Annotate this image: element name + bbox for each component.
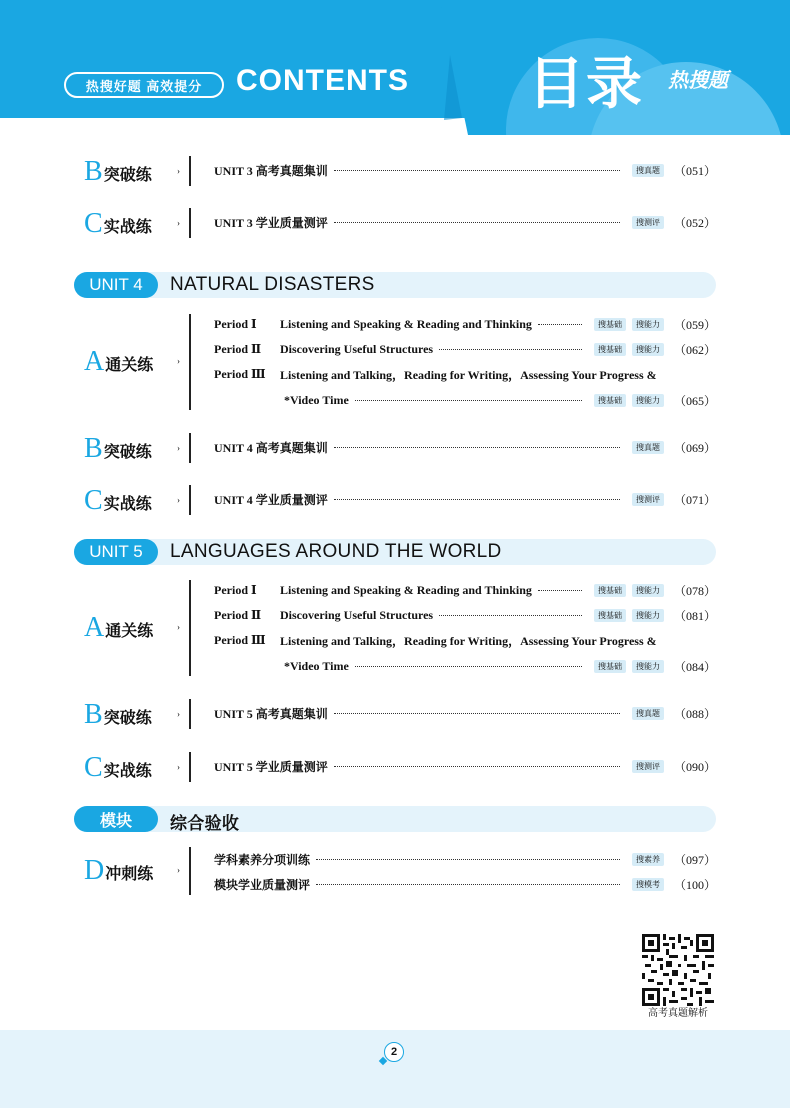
- leader-dots: [334, 447, 620, 448]
- period-label: Period Ⅱ: [214, 607, 262, 622]
- page-ref: （100）: [673, 877, 716, 892]
- toc-line[interactable]: [214, 851, 716, 867]
- unit4-practice-entry: [84, 485, 716, 515]
- search-tag: 搜基础: [594, 609, 626, 622]
- toc-line[interactable]: [214, 366, 716, 382]
- toc-title: *Video Time: [284, 392, 349, 407]
- toc-title: UNIT 4 高考真题集训: [214, 440, 328, 455]
- page-number: 2: [384, 1042, 404, 1062]
- unit5-practice-entry: [84, 752, 716, 782]
- category-label: [84, 433, 152, 465]
- toc-title: 学科素养分项训练: [214, 852, 311, 867]
- category-label: [84, 699, 152, 731]
- toc-title: UNIT 3 学业质量测评: [214, 215, 328, 230]
- category-letter: C: [84, 752, 103, 783]
- toc-title: Listening and Talking，Reading for Writing，Assessing Your Progress &: [280, 633, 657, 648]
- toc-title: UNIT 4 学业质量测评: [214, 492, 328, 507]
- leader-dots: [538, 590, 582, 591]
- unit-title: NATURAL DISASTERS: [170, 274, 375, 295]
- toc-title: Discovering Useful Structures: [280, 341, 434, 356]
- search-tag: 搜测评: [632, 216, 664, 229]
- search-tag: 搜基础: [594, 318, 626, 331]
- toc-title: Discovering Useful Structures: [280, 607, 434, 622]
- toc-title: Listening and Talking，Reading for Writing，Assessing Your Progress &: [280, 367, 657, 382]
- chevron-right-icon: ›: [177, 356, 180, 366]
- category-name: 突破练: [103, 165, 152, 184]
- period-label: Period Ⅰ: [214, 316, 257, 331]
- slogan-badge: 热搜好题 高效提分: [64, 72, 224, 98]
- category-letter: C: [84, 208, 103, 239]
- category-name: 通关练: [105, 621, 154, 640]
- category-name: 实战练: [103, 494, 152, 513]
- category-letter: A: [84, 612, 105, 643]
- search-tag: 搜真题: [632, 707, 664, 720]
- search-tag: 搜测评: [632, 493, 664, 506]
- chevron-right-icon: ›: [177, 865, 180, 875]
- category-label: [84, 612, 153, 644]
- chevron-right-icon: ›: [177, 709, 180, 719]
- unit4-banner: [74, 272, 716, 298]
- chevron-right-icon: ›: [177, 622, 180, 632]
- divider: [189, 752, 191, 782]
- unit3-breakthrough-entry: [84, 156, 716, 186]
- divider: [189, 847, 191, 895]
- page-ref: （071）: [673, 492, 716, 507]
- divider: [189, 208, 191, 238]
- search-tag: 搜能力: [632, 609, 664, 622]
- page-header: [0, 0, 790, 135]
- unit-title: LANGUAGES AROUND THE WORLD: [170, 541, 502, 562]
- page-ref: （062）: [673, 342, 716, 357]
- search-tag: 搜基础: [594, 584, 626, 597]
- toc-line[interactable]: [214, 705, 716, 721]
- search-tag: 搜基础: [594, 343, 626, 356]
- period-label: Period Ⅱ: [214, 341, 262, 356]
- page-ref: （081）: [673, 608, 716, 623]
- unit4-pass-entry: [84, 314, 716, 410]
- page-ref: （059）: [673, 317, 716, 332]
- category-letter: B: [84, 433, 103, 464]
- category-name: 实战练: [103, 761, 152, 780]
- page-title: 目录: [528, 52, 644, 117]
- toc-line-continued[interactable]: [214, 392, 716, 408]
- toc-line[interactable]: [214, 632, 716, 648]
- toc-line[interactable]: [214, 162, 716, 178]
- toc-line-continued[interactable]: [214, 658, 716, 674]
- toc-line[interactable]: [214, 316, 716, 332]
- chevron-right-icon: ›: [177, 762, 180, 772]
- divider: [189, 156, 191, 186]
- period-label: Period Ⅲ: [214, 632, 266, 647]
- search-tag: 搜能力: [632, 318, 664, 331]
- qr-caption: 高考真题解析: [648, 1008, 708, 1019]
- category-label: [84, 208, 152, 240]
- divider: [189, 580, 191, 676]
- category-letter: C: [84, 485, 103, 516]
- chevron-right-icon: ›: [177, 218, 180, 228]
- toc-title: Listening and Speaking & Reading and Thinking: [280, 316, 532, 331]
- module-title: 综合验收: [170, 814, 240, 834]
- unit5-banner: [74, 539, 716, 565]
- unit5-pass-entry: [84, 580, 716, 676]
- search-tag: 搜模考: [632, 878, 664, 891]
- search-tag: 搜能力: [632, 394, 664, 407]
- search-tag: 搜真题: [632, 164, 664, 177]
- search-tag: 搜基础: [594, 394, 626, 407]
- unit5-breakthrough-entry: [84, 699, 716, 729]
- category-name: 冲刺练: [105, 864, 154, 883]
- category-label: [84, 156, 152, 188]
- divider: [189, 433, 191, 463]
- unit-badge: UNIT 4: [74, 272, 158, 298]
- contents-heading: CONTENTS: [236, 64, 409, 97]
- toc-title: UNIT 5 学业质量测评: [214, 759, 328, 774]
- page-ref: （051）: [673, 163, 716, 178]
- chevron-right-icon: ›: [177, 443, 180, 453]
- toc-line[interactable]: [214, 607, 716, 623]
- leader-dots: [355, 400, 582, 401]
- page-ref: （069）: [673, 440, 716, 455]
- period-label: Period Ⅲ: [214, 366, 266, 381]
- unit3-practice-entry: [84, 208, 716, 238]
- qr-code[interactable]: [642, 934, 714, 1006]
- toc-title: Listening and Speaking & Reading and Thinking: [280, 582, 532, 597]
- unit-badge: UNIT 5: [74, 539, 158, 565]
- toc-title: UNIT 5 高考真题集训: [214, 706, 328, 721]
- page-ref: （052）: [673, 215, 716, 230]
- category-name: 突破练: [103, 708, 152, 727]
- category-letter: B: [84, 699, 103, 730]
- leader-dots: [334, 713, 620, 714]
- category-name: 通关练: [105, 355, 154, 374]
- toc-line[interactable]: [214, 582, 716, 598]
- search-tag: 搜能力: [632, 343, 664, 356]
- toc-title: *Video Time: [284, 658, 349, 673]
- page-ref: （078）: [673, 583, 716, 598]
- divider: [189, 314, 191, 410]
- leader-dots: [439, 615, 582, 616]
- leader-dots: [316, 884, 620, 885]
- search-tag: 搜真题: [632, 441, 664, 454]
- leader-dots: [334, 222, 620, 223]
- search-tag: 搜基础: [594, 660, 626, 673]
- category-label: [84, 752, 152, 784]
- divider: [189, 699, 191, 729]
- category-name: 突破练: [103, 442, 152, 461]
- toc-line[interactable]: [214, 214, 716, 230]
- page-ref: （097）: [673, 852, 716, 867]
- leader-dots: [439, 349, 582, 350]
- category-letter: A: [84, 346, 105, 377]
- leader-dots: [334, 499, 620, 500]
- search-tag: 搜素养: [632, 853, 664, 866]
- chevron-right-icon: ›: [177, 495, 180, 505]
- toc-line[interactable]: [214, 491, 716, 507]
- toc-line[interactable]: [214, 439, 716, 455]
- period-label: Period Ⅰ: [214, 582, 257, 597]
- leader-dots: [334, 170, 620, 171]
- chevron-right-icon: ›: [177, 166, 180, 176]
- toc-title: 模块学业质量测评: [214, 877, 311, 892]
- page-ref: （088）: [673, 706, 716, 721]
- unit4-breakthrough-entry: [84, 433, 716, 463]
- toc-line[interactable]: [214, 758, 716, 774]
- search-tag: 搜能力: [632, 660, 664, 673]
- page-ref: （065）: [673, 393, 716, 408]
- module-banner: [74, 806, 716, 832]
- page-ref: （084）: [673, 659, 716, 674]
- category-letter: D: [84, 855, 105, 886]
- leader-dots: [316, 859, 620, 860]
- leader-dots: [538, 324, 582, 325]
- category-label: [84, 485, 152, 517]
- divider: [189, 485, 191, 515]
- brand-logo: 热搜题: [668, 68, 728, 92]
- leader-dots: [355, 666, 582, 667]
- category-letter: B: [84, 156, 103, 187]
- module-badge: 模块: [74, 806, 158, 832]
- category-name: 实战练: [103, 217, 152, 236]
- toc-line[interactable]: [214, 341, 716, 357]
- search-tag: 搜测评: [632, 760, 664, 773]
- category-label: [84, 346, 153, 378]
- page-ref: （090）: [673, 759, 716, 774]
- category-label: [84, 855, 153, 887]
- module-sprint-entry: [84, 847, 716, 895]
- search-tag: 搜能力: [632, 584, 664, 597]
- toc-line[interactable]: [214, 876, 716, 892]
- leader-dots: [334, 766, 620, 767]
- toc-title: UNIT 3 高考真题集训: [214, 163, 328, 178]
